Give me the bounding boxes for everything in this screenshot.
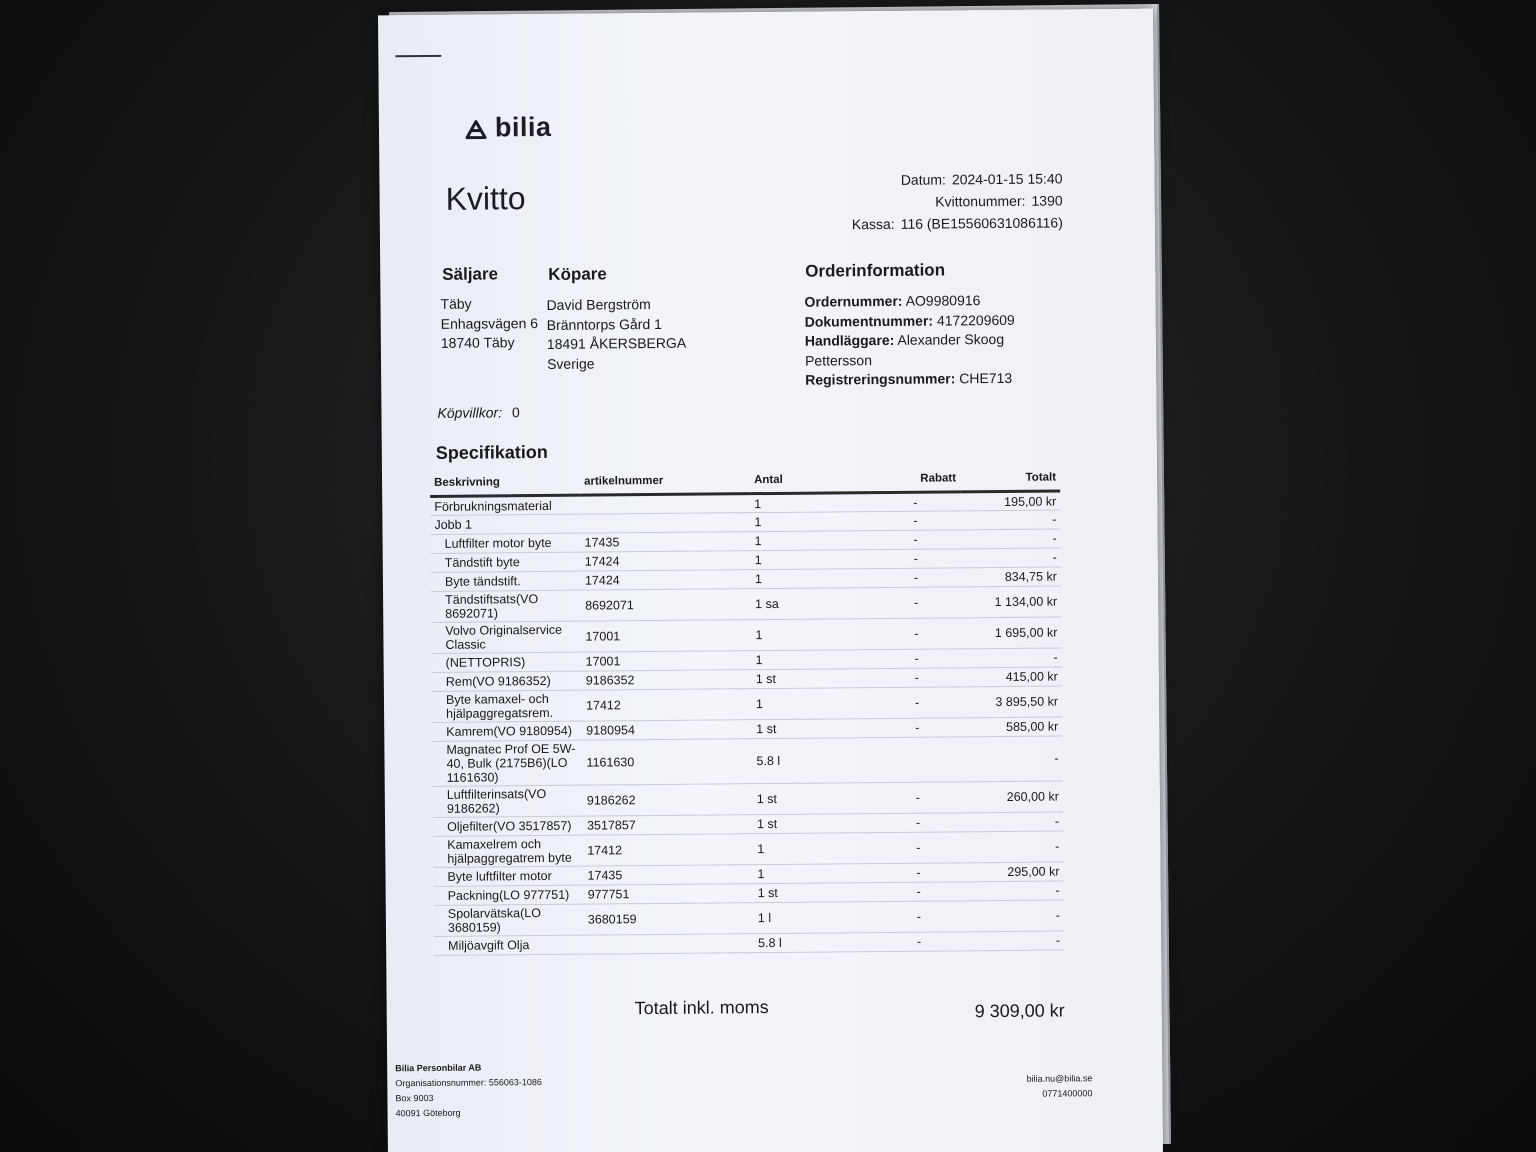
- order-heading: Orderinformation: [805, 260, 946, 281]
- footer-contact: [1027, 1071, 1093, 1102]
- item-description: Kamrem(VO 9180954): [432, 721, 582, 741]
- item-discount: -: [873, 832, 963, 864]
- item-article-number: [584, 934, 754, 954]
- receipt-number-label: Kvittonummer:: [935, 192, 1026, 210]
- item-discount: -: [870, 492, 960, 512]
- seller-line: 18740 Täby: [440, 334, 515, 351]
- footer-company-name: Bilia Personbilar AB: [395, 1062, 482, 1074]
- item-quantity: 1 st: [754, 883, 874, 903]
- item-article-number: 9186352: [582, 670, 752, 690]
- item-article-number: 9186262: [583, 784, 753, 816]
- total-label: Totalt inkl. moms: [634, 997, 769, 1019]
- item-article-number: 17001: [582, 651, 752, 671]
- item-description: (NETTOPRIS): [432, 652, 582, 672]
- item-article-number: 17412: [582, 689, 752, 721]
- item-quantity: 1: [751, 531, 871, 551]
- page-title: Kvitto: [445, 180, 526, 217]
- item-total: 260,00 kr: [963, 781, 1063, 813]
- order-info: [804, 291, 1035, 391]
- item-total: -: [963, 812, 1063, 832]
- table-row: [434, 931, 1064, 955]
- item-discount: -: [871, 618, 961, 650]
- item-description: Oljefilter(VO 3517857): [433, 816, 583, 836]
- seller-line: Enhagsvägen 6: [440, 314, 539, 332]
- item-description: Spolarvätska(LO 3680159): [434, 904, 584, 936]
- seller-line: Täby: [440, 295, 472, 312]
- item-description: Miljöavgift Olja: [434, 935, 584, 955]
- item-total: -: [964, 931, 1064, 951]
- item-discount: [872, 737, 962, 783]
- footer-email: bilia.nu@bilia.se: [1026, 1073, 1093, 1084]
- item-article-number: 17435: [583, 865, 753, 885]
- item-article-number: 17001: [581, 620, 751, 652]
- item-total: 415,00 kr: [962, 667, 1062, 687]
- item-description: Magnatec Prof OE 5W-40, Bulk (2175B6)(LO 1161630): [432, 740, 582, 786]
- item-total: -: [962, 648, 1062, 668]
- item-quantity: 1 l: [754, 902, 874, 934]
- item-total: 1 695,00 kr: [961, 617, 1061, 649]
- item-article-number: 8692071: [581, 589, 751, 621]
- item-quantity: 1: [751, 619, 871, 651]
- seller-heading: Säljare: [442, 264, 499, 284]
- item-discount: -: [871, 587, 961, 619]
- item-article-number: 17435: [581, 532, 751, 552]
- handler-value: Alexander Skoog Pettersson: [804, 330, 1005, 369]
- item-total: -: [964, 900, 1064, 932]
- item-description: Tändstift byte: [431, 552, 581, 572]
- purchase-terms-label: Köpvillkor:: [437, 404, 503, 421]
- item-total: 585,00 kr: [962, 717, 1062, 737]
- item-discount: -: [872, 649, 962, 669]
- item-quantity: 1 st: [753, 814, 873, 834]
- specification-title: Specifikation: [435, 441, 548, 463]
- registration-value: CHE713: [959, 369, 1013, 387]
- item-total: 1 134,00 kr: [961, 586, 1061, 618]
- item-discount: -: [872, 718, 962, 738]
- item-discount: -: [873, 782, 963, 814]
- bilia-logo-icon: [463, 115, 489, 141]
- item-total: -: [964, 881, 1064, 901]
- item-total: -: [960, 510, 1060, 530]
- buyer-address: [546, 295, 686, 374]
- footer-org-number: Organisationsnummer: 556063-1086: [395, 1077, 542, 1089]
- receipt-number-value: 1390: [1031, 192, 1063, 209]
- item-quantity: 1 st: [752, 669, 872, 689]
- buyer-line: Sverige: [546, 355, 595, 372]
- document-number-label: Dokumentnummer:: [804, 312, 934, 330]
- item-article-number: 17424: [581, 551, 751, 571]
- registration-label: Registreringsnummer:: [805, 370, 956, 388]
- item-quantity: 1 sa: [751, 588, 871, 620]
- date-label: Datum:: [900, 171, 946, 188]
- item-quantity: 1: [750, 493, 870, 513]
- buyer-line: David Bergström: [546, 296, 651, 313]
- item-article-number: [580, 513, 750, 533]
- items-table: [430, 467, 1064, 955]
- date-value: 2024-01-15 15:40: [951, 170, 1063, 188]
- item-article-number: 3517857: [583, 815, 753, 835]
- footer-city: 40091 Göteborg: [395, 1107, 461, 1119]
- items-body: [430, 491, 1064, 955]
- handler-label: Handläggare:: [804, 331, 895, 349]
- receipt-meta: [851, 167, 1063, 235]
- item-description: Volvo Originalservice Classic: [431, 621, 581, 653]
- column-header-quantity: Antal: [750, 469, 870, 494]
- item-description: Byte luftfilter motor: [433, 866, 583, 886]
- total-row: [435, 994, 1065, 1035]
- item-discount: -: [870, 511, 960, 531]
- item-discount: -: [871, 549, 961, 569]
- item-article-number: 977751: [584, 884, 754, 904]
- item-description: Luftfilter motor byte: [431, 533, 581, 553]
- item-discount: -: [874, 882, 964, 902]
- column-header-description: Beskrivning: [430, 472, 580, 497]
- item-description: Rem(VO 9186352): [432, 671, 582, 691]
- item-description: Jobb 1: [430, 514, 580, 534]
- purchase-terms-value: 0: [511, 404, 520, 421]
- footer-company-info: [395, 1060, 542, 1121]
- column-header-article: artikelnummer: [580, 470, 750, 495]
- item-article-number: 1161630: [582, 739, 752, 785]
- item-description: Kamaxelrem och hjälpaggregatrem byte: [433, 835, 583, 867]
- seller-address: [440, 294, 538, 353]
- item-quantity: 1: [752, 688, 872, 720]
- item-description: Byte kamaxel- och hjälpaggregatsrem.: [432, 690, 582, 722]
- brand-logo: [463, 112, 552, 144]
- item-quantity: 1: [750, 512, 870, 532]
- item-discount: -: [871, 568, 961, 588]
- item-description: Luftfilterinsats(VO 9186262): [433, 785, 583, 817]
- item-total: 195,00 kr: [960, 491, 1060, 511]
- item-discount: -: [872, 668, 962, 688]
- register-value: 116 (BE15560631086116): [900, 214, 1063, 232]
- item-discount: -: [874, 932, 964, 952]
- item-total: -: [961, 529, 1061, 549]
- item-article-number: 17424: [581, 570, 751, 590]
- item-discount: -: [871, 530, 961, 550]
- item-article-number: 9180954: [582, 720, 752, 740]
- item-total: -: [961, 548, 1061, 568]
- buyer-line: 18491 ÅKERSBERGA: [546, 334, 687, 352]
- item-article-number: [580, 494, 750, 514]
- buyer-heading: Köpare: [548, 264, 607, 284]
- item-total: 295,00 kr: [963, 862, 1063, 882]
- brand-name: bilia: [494, 111, 552, 143]
- document-number-value: 4172209609: [936, 311, 1015, 329]
- table-row: [432, 736, 1062, 786]
- item-quantity: 1: [753, 864, 873, 884]
- item-quantity: 1: [753, 833, 873, 865]
- item-description: Förbrukningsmaterial: [430, 495, 580, 515]
- footer-phone: 0771400000: [1042, 1088, 1093, 1099]
- column-header-total: Totalt: [960, 467, 1060, 491]
- corner-mark: [395, 55, 441, 57]
- item-description: Packning(LO 977751): [434, 885, 584, 905]
- item-total: -: [962, 736, 1062, 782]
- purchase-terms: [437, 404, 519, 421]
- item-quantity: 1 st: [753, 783, 873, 815]
- total-value: 9 309,00 kr: [974, 1000, 1065, 1022]
- item-total: 834,75 kr: [961, 567, 1061, 587]
- footer-box: Box 9003: [395, 1092, 434, 1104]
- buyer-line: Bränntorps Gård 1: [546, 315, 662, 333]
- item-description: Byte tändstift.: [431, 571, 581, 591]
- item-quantity: 1: [751, 569, 871, 589]
- item-quantity: 1: [751, 550, 871, 570]
- item-total: 3 895,50 kr: [962, 686, 1062, 718]
- item-discount: -: [873, 813, 963, 833]
- order-number-value: AO9980916: [905, 292, 981, 309]
- item-article-number: 17412: [583, 834, 753, 866]
- item-quantity: 5.8 l: [754, 933, 874, 953]
- item-discount: -: [872, 687, 962, 719]
- item-description: Tändstiftsats(VO 8692071): [431, 590, 581, 622]
- receipt-page: [378, 9, 1163, 1152]
- register-label: Kassa:: [851, 215, 895, 233]
- column-header-discount: Rabatt: [870, 468, 960, 492]
- item-quantity: 5.8 l: [752, 738, 872, 784]
- order-number-label: Ordernummer:: [804, 292, 903, 310]
- item-discount: -: [874, 901, 964, 933]
- item-quantity: 1: [752, 650, 872, 670]
- item-quantity: 1 st: [752, 719, 872, 739]
- item-discount: -: [873, 863, 963, 883]
- item-article-number: 3680159: [584, 903, 754, 935]
- item-total: -: [963, 831, 1063, 863]
